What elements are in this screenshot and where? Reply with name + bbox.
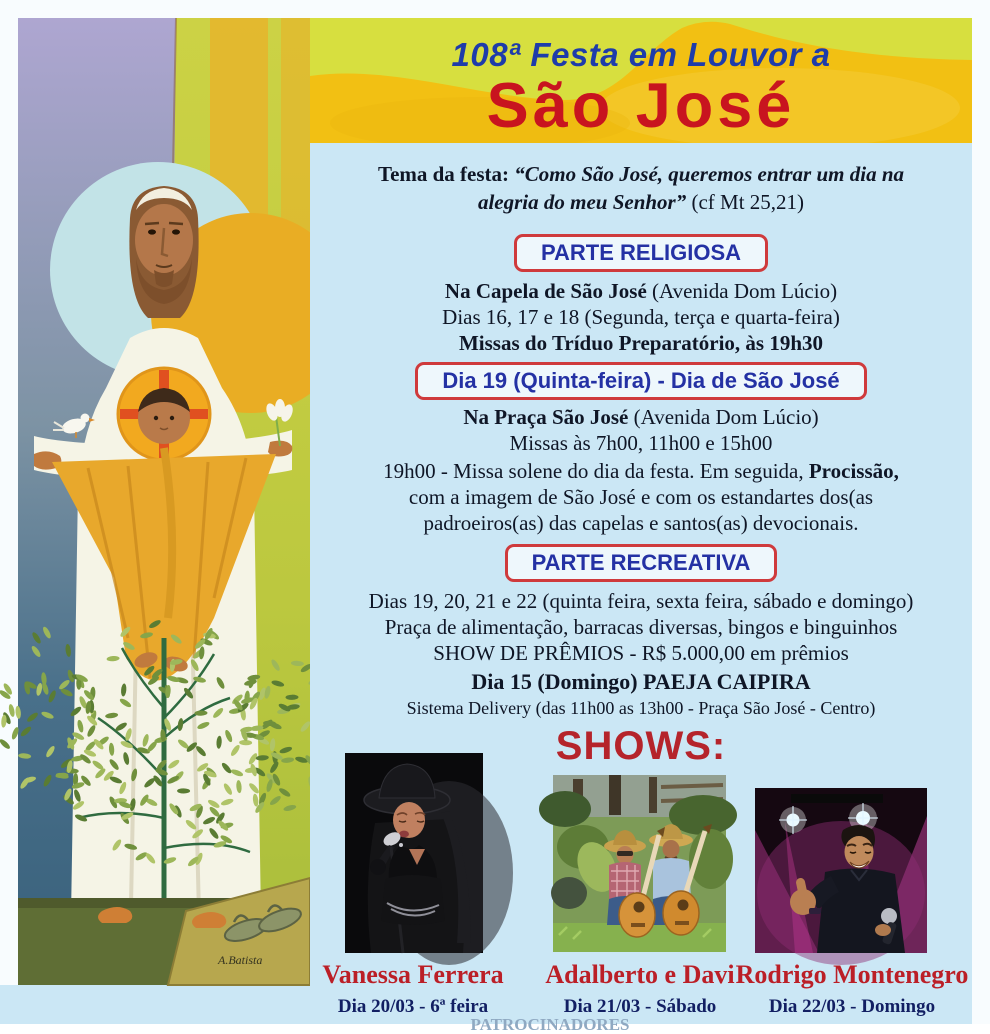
religious-line3: Missas do Tríduo Preparatório, às 19h30	[458, 331, 824, 355]
day19-line5: padroeiros(as) das capelas e santos(as) devocionais.	[423, 511, 859, 535]
religious-line1-rest: (Avenida Dom Lúcio)	[646, 279, 838, 303]
sao-jose-painting-svg	[18, 18, 310, 985]
day19-details	[310, 404, 972, 456]
day19-line4: com a imagem de São José e com os estandartes dos(as	[408, 485, 874, 509]
recreative-line2: Praça de alimentação, barracas diversas, bingos e binguinhos	[384, 615, 898, 639]
delivery-line: Sistema Delivery (das 11h00 as 13h00 - Praça São José - Centro)	[406, 698, 876, 718]
festival-title: São José	[486, 71, 796, 141]
rodrigo-montenegro-photo	[755, 788, 927, 953]
religious-section-box: PARTE RELIGIOSA	[514, 234, 768, 272]
recreative-line3: SHOW DE PRÊMIOS - R$ 5.000,00 em prêmios	[433, 641, 849, 665]
artist-date-vanessa: Dia 20/03 - 6ª feira	[337, 996, 489, 1017]
artist-name-vanessa: Vanessa Ferrera	[322, 960, 504, 989]
sao-jose-painting	[18, 18, 310, 985]
religious-line1-bold: Na Capela de São José	[444, 279, 647, 303]
recreative-section-box: PARTE RECREATIVA	[505, 544, 778, 582]
day19-box-row	[310, 362, 972, 400]
recreative-box-row	[310, 544, 972, 582]
festival-theme	[310, 160, 972, 216]
theme-reference: (cf Mt 25,21)	[686, 190, 805, 214]
poster-content	[310, 18, 972, 1034]
child-jesus	[118, 368, 210, 460]
day19-line1-rest: (Avenida Dom Lúcio)	[628, 405, 819, 429]
artist-name-rodrigo: Rodrigo Montenegro	[735, 960, 969, 989]
paeja-caipira-line: Dia 15 (Domingo) PAEJA CAIPIRA	[471, 669, 811, 694]
day19-line3-pre: 19h00 - Missa solene do dia da festa. Em seguida,	[383, 459, 809, 483]
theme-quote-line1: “Como São José, queremos entrar um dia na	[514, 162, 905, 186]
recreative-details	[310, 588, 972, 666]
gold-stripe	[281, 18, 310, 243]
adalberto-e-davi-photo	[553, 775, 726, 952]
joseph-head	[129, 186, 198, 318]
artist-name-adalberto: Adalberto e Davi	[545, 960, 735, 989]
theme-quote-line2: alegria do meu Senhor”	[477, 190, 687, 214]
day19-procession	[310, 458, 972, 536]
artist-signature: A.Batista	[218, 953, 263, 967]
theme-label: Tema da festa:	[377, 162, 515, 186]
festival-pretitle: 108ª Festa em Louvor a	[451, 36, 831, 73]
shows-title: SHOWS:	[555, 724, 727, 768]
religious-box-row	[310, 234, 972, 272]
artist-date-adalberto: Dia 21/03 - Sábado	[563, 996, 717, 1017]
artist-date-rodrigo: Dia 22/03 - Domingo	[768, 996, 936, 1017]
day19-line1-bold: Na Praça São José	[463, 405, 629, 429]
footer-partial-text: PATROCINADORES	[470, 1015, 630, 1034]
day19-line3-bold: Procissão,	[808, 459, 899, 483]
religious-line2: Dias 16, 17 e 18 (Segunda, terça e quarta-feira)	[442, 305, 840, 329]
religious-details	[310, 278, 972, 356]
day19-line2: Missas às 7h00, 11h00 e 15h00	[509, 431, 773, 455]
vanessa-ferrera-photo	[345, 753, 483, 953]
recreative-line1: Dias 19, 20, 21 e 22 (quinta feira, sexta feira, sábado e domingo)	[368, 589, 914, 613]
day19-section-box: Dia 19 (Quinta-feira) - Dia de São José	[415, 362, 866, 400]
